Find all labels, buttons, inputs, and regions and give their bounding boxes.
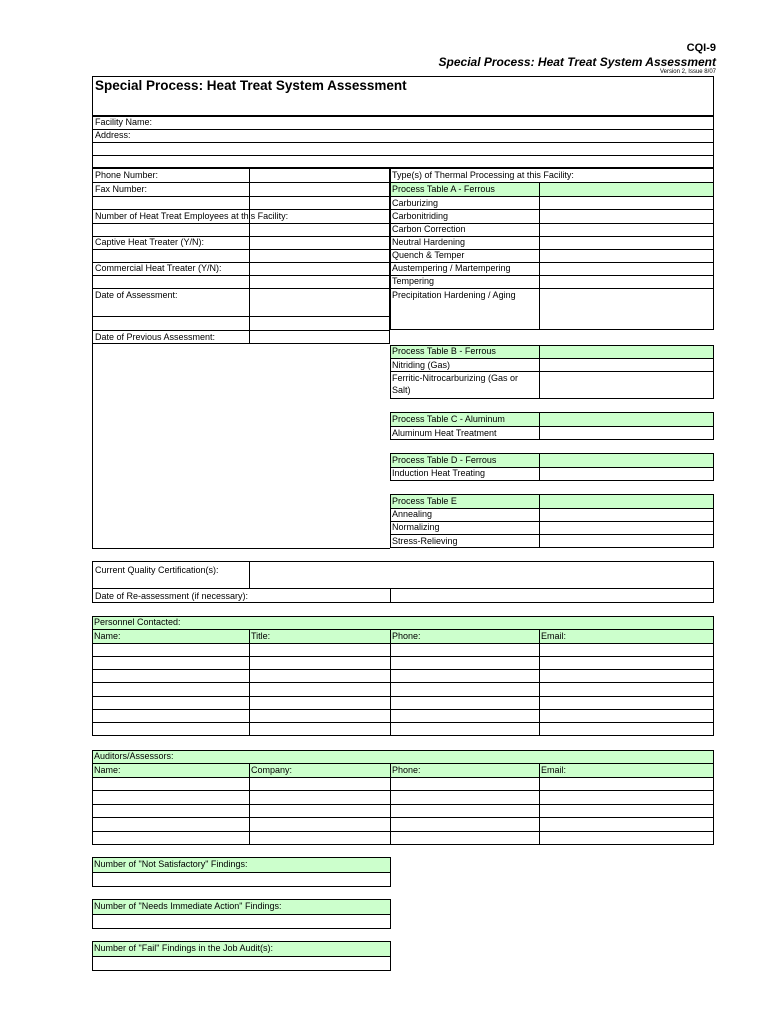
- not-satisfactory-label: Number of "Not Satisfactory" Findings:: [94, 859, 248, 869]
- reassessment-label: Date of Re-assessment (if necessary):: [95, 591, 249, 601]
- column-header: Email:: [541, 765, 567, 775]
- current-certification-label: Current Quality Certification(s):: [95, 565, 219, 575]
- facility-name-label: Facility Name:: [95, 117, 153, 127]
- date-assessment-label: Date of Assessment:: [95, 290, 178, 300]
- process-item: Aluminum Heat Treatment: [392, 428, 497, 438]
- process-item: Carburizing: [392, 198, 439, 208]
- process-table-a-title: Process Table A - Ferrous: [392, 184, 495, 194]
- process-item: Carbonitriding: [392, 211, 449, 221]
- address-label: Address:: [95, 130, 131, 140]
- column-header: Name:: [94, 765, 121, 775]
- process-table-c-title: Process Table C - Aluminum: [392, 414, 505, 424]
- process-item: Precipitation Hardening / Aging: [392, 290, 516, 300]
- personnel-heading: Personnel Contacted:: [94, 617, 181, 627]
- captive-label: Captive Heat Treater (Y/N):: [95, 237, 205, 247]
- process-item: Neutral Hardening: [392, 237, 466, 247]
- process-item: Quench & Temper: [392, 250, 465, 260]
- column-header: Name:: [94, 631, 121, 641]
- process-item: Salt): [392, 385, 411, 395]
- process-item: Ferritic-Nitrocarburizing (Gas or: [392, 373, 519, 383]
- fax-label: Fax Number:: [95, 184, 148, 194]
- process-item: Austempering / Martempering: [392, 263, 511, 273]
- employees-label: Number of Heat Treat Employees at this Facility:: [95, 211, 289, 221]
- phone-label: Phone Number:: [95, 170, 159, 180]
- process-table-b-title: Process Table B - Ferrous: [392, 346, 496, 356]
- process-item: Normalizing: [392, 522, 440, 532]
- date-previous-label: Date of Previous Assessment:: [95, 332, 216, 342]
- version-note: Version 2, Issue 8/07: [659, 69, 716, 75]
- column-header: Title:: [251, 631, 271, 641]
- document-title: Special Process: Heat Treat System Assessment: [438, 55, 716, 69]
- fail-findings-label: Number of "Fail" Findings in the Job Audit(s):: [94, 943, 273, 953]
- column-header: Phone:: [392, 631, 421, 641]
- column-header: Company:: [251, 765, 293, 775]
- immediate-action-label: Number of "Needs Immediate Action" Findings:: [94, 901, 282, 911]
- process-table-e-title: Process Table E: [392, 496, 457, 506]
- processing-heading: Type(s) of Thermal Processing at this Facility:: [392, 170, 574, 180]
- process-item: Nitriding (Gas): [392, 360, 451, 370]
- column-header: Phone:: [392, 765, 421, 775]
- document-code: CQI-9: [686, 42, 716, 54]
- process-item: Tempering: [392, 276, 435, 286]
- commercial-label: Commercial Heat Treater (Y/N):: [95, 263, 222, 273]
- form-title: Special Process: Heat Treat System Assessment: [95, 78, 407, 93]
- process-item: Carbon Correction: [392, 224, 466, 234]
- process-item: Induction Heat Treating: [392, 468, 486, 478]
- auditors-heading: Auditors/Assessors:: [94, 751, 174, 761]
- process-item: Annealing: [392, 509, 433, 519]
- process-table-d-title: Process Table D - Ferrous: [392, 455, 497, 465]
- process-item: Stress-Relieving: [392, 536, 458, 546]
- column-header: Email:: [541, 631, 567, 641]
